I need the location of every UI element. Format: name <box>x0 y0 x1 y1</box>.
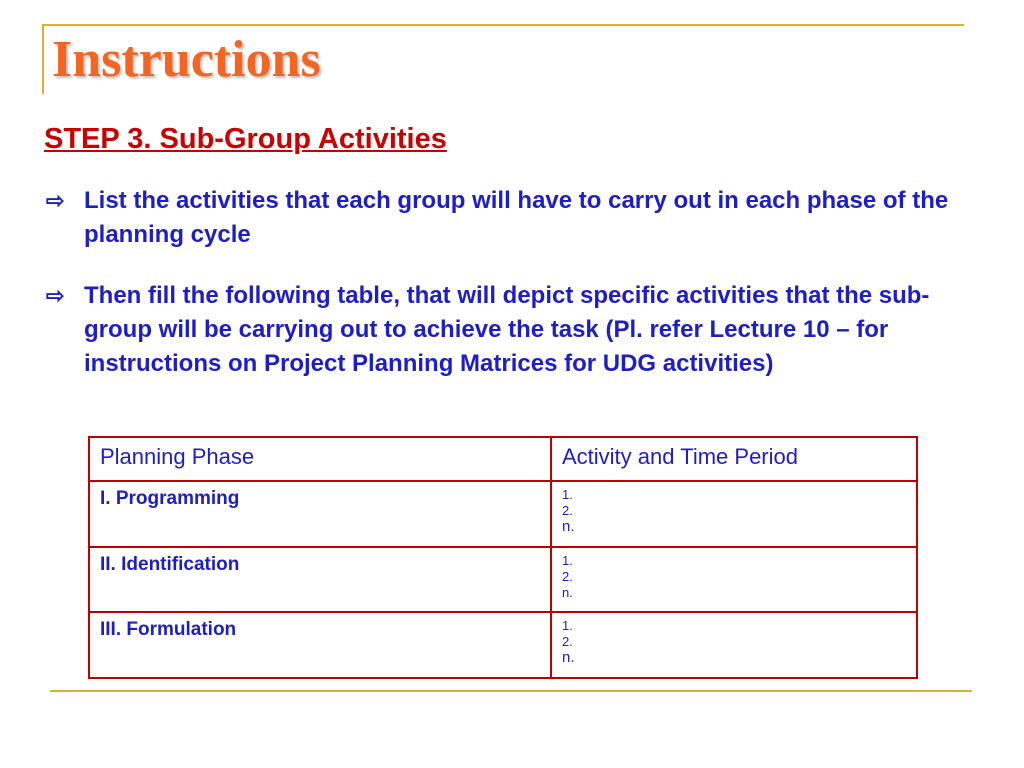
activity-item: 1. <box>562 618 573 634</box>
arrow-right-icon: ⇨ <box>46 283 65 308</box>
activity-item: 1. <box>562 487 573 502</box>
activity-item: 2. <box>562 568 573 584</box>
slide-title: Instructions <box>52 31 321 88</box>
bullet-text: Then fill the following table, that will depict specific activities that the sub-group will be carrying out to achieve the task (Pl. refer Lecture 10 – for instructions on Project Planning Matrices for UDG activities) <box>84 282 930 377</box>
bottom-divider <box>50 690 972 692</box>
header-activity-time: Activity and Time Period <box>551 437 917 481</box>
activity-cell <box>551 612 917 678</box>
bullet-item <box>46 184 976 252</box>
activity-cell <box>551 481 917 547</box>
table-header-row <box>89 437 917 481</box>
step-heading: STEP 3. Sub-Group Activities <box>44 123 447 155</box>
header-planning-phase: Planning Phase <box>89 437 551 481</box>
table-row <box>89 481 917 547</box>
phase-cell: II. Identification <box>89 547 551 613</box>
table-row <box>89 612 917 678</box>
phase-cell: I. Programming <box>89 481 551 547</box>
bullet-item <box>46 279 976 381</box>
activity-item: 2. <box>562 503 573 518</box>
activity-item: 2. <box>562 634 573 650</box>
activity-item: 1. <box>562 552 573 568</box>
activity-cell <box>551 547 917 613</box>
left-divider <box>42 24 44 94</box>
arrow-right-icon: ⇨ <box>46 188 65 213</box>
activity-item: n. <box>562 649 575 667</box>
phase-cell: III. Formulation <box>89 612 551 678</box>
activity-item: n. <box>562 518 575 535</box>
bullet-text: List the activities that each group will have to carry out in each phase of the planning cycle <box>84 187 949 248</box>
table-row <box>89 547 917 613</box>
activity-item: n. <box>562 584 573 600</box>
planning-table <box>88 436 918 679</box>
